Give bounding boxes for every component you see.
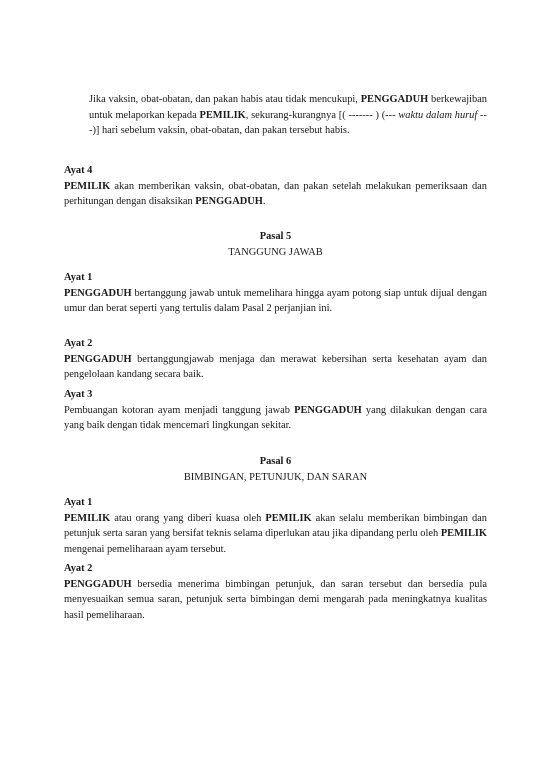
pasal-5-ayat-2-label: Ayat 2 — [64, 338, 93, 349]
ayat-4-penggaduh: PENGGADUH — [195, 196, 263, 208]
pasal-6-ayat-1-pemilik-1: PEMILIK — [64, 512, 111, 524]
pasal-5-ayat-3-block — [64, 387, 487, 434]
pasal-6-ayat-2-text: bersedia menerima bimbingan petunjuk, dan saran tersebut dan bersedia pula menyesuaikan semua saran, petunjuk serta bimbingan demi mengarah pada meningkatnya kualitas hasil pemeliharaan. — [64, 578, 487, 621]
pasal-6-ayat-1-paragraph — [64, 511, 487, 558]
pasal-5-ayat-1-paragraph — [64, 286, 487, 317]
intro-text-4: ---)] hari sebelum vaksin, obat-obatan, dan pakan tersebut habis. — [89, 109, 487, 137]
pasal-6-ayat-2-block — [64, 561, 487, 623]
pasal-6-ayat-2-penggaduh: PENGGADUH — [64, 578, 132, 590]
pasal-5-ayat-2-text: bertanggungjawab menjaga dan merawat kebersihan serta kesehatan ayam dan pengelolaan kandang secara baik. — [64, 353, 487, 381]
pasal-6-ayat-1-text-2: akan selalu memberikan bimbingan dan petunjuk serta saran yang bersifat teknis selama diperlukan atau jika dipandang perlu oleh — [64, 512, 487, 540]
intro-paragraph-block — [64, 92, 487, 139]
pasal-6-ayat-2-paragraph — [64, 577, 487, 624]
pasal-6-ayat-1-pemilik-3: PEMILIK — [440, 528, 487, 540]
ayat-4-block — [64, 163, 487, 210]
intro-penggaduh: PENGGADUH — [360, 94, 429, 105]
pasal-5-ayat-2-paragraph — [64, 352, 487, 383]
pasal-5-ayat-3-text-1: Pembuangan kotoran ayam menjadi tanggung jawab — [64, 404, 295, 416]
pasal-5-ayat-3-penggaduh: PENGGADUH — [294, 404, 362, 416]
pasal-6-ayat-1-text-3: mengenai pemeliharaan ayam tersebut. — [64, 543, 227, 555]
pasal-6-heading — [64, 454, 487, 485]
pasal-5-ayat-3-text-2: yang dilakukan dengan cara yang baik dengan tidak mencemari lingkungan sekitar. — [64, 404, 488, 432]
pasal-6-ayat-1-block — [64, 495, 487, 557]
ayat-4-pemilik: PEMILIK — [64, 180, 111, 192]
pasal-5-ayat-3-label: Ayat 3 — [64, 389, 93, 400]
ayat-4-text-1: akan memberikan vaksin, obat-obatan, dan pakan setelah melakukan pemeriksaan dan perhitungan dengan disaksikan — [64, 180, 487, 208]
pasal-5-heading — [64, 229, 487, 260]
pasal-5-ayat-3-paragraph — [64, 403, 487, 434]
ayat-4-label: Ayat 4 — [64, 165, 93, 176]
pasal-5-ayat-1-text: bertanggung jawab untuk memelihara hingga ayam potong siap untuk dijual dengan umur dan berat seperti yang tertulis dalam Pasal 2 perjanjian ini. — [64, 287, 487, 315]
ayat-4-paragraph — [64, 179, 487, 210]
pasal-5-ayat-2-penggaduh: PENGGADUH — [64, 353, 132, 365]
intro-paragraph — [89, 92, 487, 139]
pasal-6-ayat-1-label: Ayat 1 — [64, 497, 93, 508]
pasal-6-title: BIMBINGAN, PETUNJUK, DAN SARAN — [183, 471, 368, 483]
pasal-5-number: Pasal 5 — [259, 231, 292, 242]
intro-pemilik: PEMILIK — [199, 109, 246, 121]
pasal-6-ayat-2-label: Ayat 2 — [64, 563, 93, 574]
ayat-4-text-2: . — [262, 196, 266, 208]
pasal-6-number: Pasal 6 — [259, 456, 292, 467]
pasal-5-ayat-1-label: Ayat 1 — [64, 272, 93, 283]
pasal-5-title: TANGGUNG JAWAB — [228, 246, 323, 258]
pasal-5-ayat-2-block — [64, 336, 487, 383]
pasal-6-ayat-1-pemilik-2: PEMILIK — [265, 512, 312, 524]
pasal-5-ayat-1-block — [64, 270, 487, 317]
pasal-5-ayat-1-penggaduh: PENGGADUH — [64, 287, 132, 299]
pasal-6-ayat-1-text-1: atau orang yang diberi kuasa oleh — [110, 512, 266, 524]
intro-italic-time: waktu dalam huruf — [398, 109, 478, 121]
intro-text-1: Jika vaksin, obat-obatan, dan pakan habis atau tidak mencukupi, — [89, 94, 361, 105]
intro-text-2: berkewajiban untuk melaporkan kepada — [89, 94, 487, 121]
intro-text-3: , sekurang-kurangnya [( ------- ) (--- — [245, 109, 399, 121]
